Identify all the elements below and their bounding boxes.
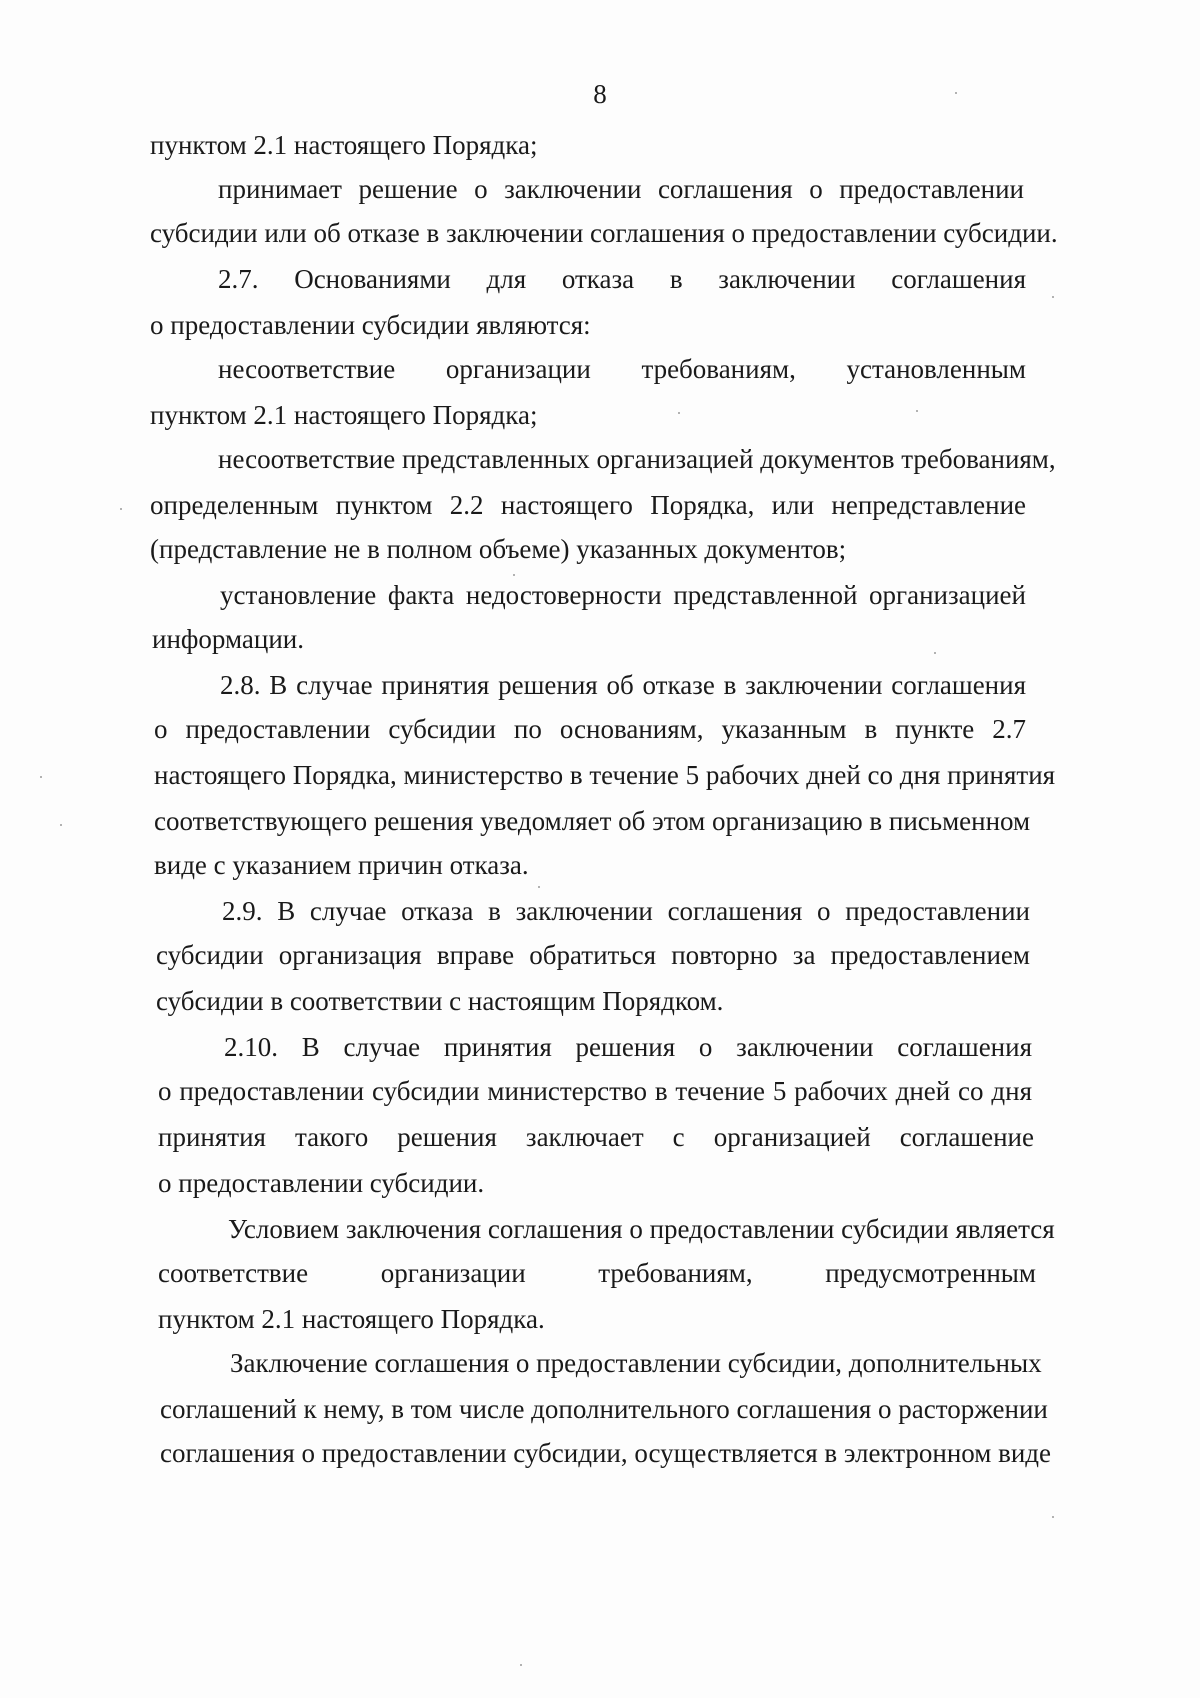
text-line: соответствующего решения уведомляет об этом организацию в письменном — [154, 806, 1031, 836]
text-line: о предоставлении субсидии. — [158, 1168, 485, 1198]
scan-speck — [60, 824, 62, 826]
scan-speck — [520, 1664, 522, 1666]
text-line: о предоставлении субсидии являются: — [150, 310, 591, 340]
scan-speck — [120, 508, 122, 510]
text-line: настоящего Порядка, министерство в течение 5 рабочих дней со дня принятия — [154, 760, 1056, 790]
text-line: о предоставлении субсидии по основаниям, указанным в пункте 2.7 — [154, 714, 1026, 744]
scan-speck — [955, 92, 957, 94]
text-line: соглашений к нему, в том числе дополнительного соглашения о расторжении — [160, 1394, 1048, 1424]
scan-speck — [1052, 1516, 1054, 1518]
text-line: 2.10. В случае принятия решения о заключении соглашения — [224, 1032, 1032, 1062]
scan-speck — [513, 574, 515, 576]
page-number: 8 — [593, 79, 607, 109]
scan-speck — [1052, 296, 1054, 298]
text-line: пунктом 2.1 настоящего Порядка. — [158, 1304, 545, 1334]
text-line: 2.7. Основаниями для отказа в заключении соглашения — [218, 264, 1026, 294]
scan-speck — [916, 410, 918, 412]
text-line: установление факта недостоверности представленной организацией — [220, 580, 1026, 610]
text-line: соответствие организации требованиям, предусмотренным — [158, 1258, 1036, 1288]
text-line: Заключение соглашения о предоставлении субсидии, дополнительных — [230, 1348, 1042, 1378]
text-line: информации. — [152, 624, 304, 654]
text-line: определенным пунктом 2.2 настоящего Порядка, или непредставление — [150, 490, 1026, 520]
text-line: субсидии организация вправе обратиться повторно за предоставлением — [156, 940, 1030, 970]
text-line: (представление не в полном объеме) указанных документов; — [150, 534, 847, 564]
text-line: принимает решение о заключении соглашения о предоставлении — [218, 174, 1024, 204]
text-line: несоответствие представленных организацией документов требованиям, — [218, 444, 1056, 474]
text-line: субсидии или об отказе в заключении соглашения о предоставлении субсидии. — [150, 218, 1058, 248]
text-line: соглашения о предоставлении субсидии, осуществляется в электронном виде — [160, 1438, 1052, 1468]
text-line: субсидии в соответствии с настоящим Порядком. — [156, 986, 724, 1016]
text-line: 2.9. В случае отказа в заключении соглашения о предоставлении — [222, 896, 1030, 926]
text-line: Условием заключения соглашения о предоставлении субсидии является — [228, 1214, 1055, 1244]
text-line: несоответствие организации требованиям, установленным — [218, 354, 1026, 384]
text-line: пунктом 2.1 настоящего Порядка; — [150, 130, 538, 160]
scan-speck — [40, 776, 42, 778]
scan-speck — [934, 652, 936, 654]
scan-speck — [538, 886, 540, 888]
text-line: виде с указанием причин отказа. — [154, 850, 529, 880]
text-line: принятия такого решения заключает с организацией соглашение — [158, 1122, 1034, 1152]
text-line: о предоставлении субсидии министерство в течение 5 рабочих дней со дня — [158, 1076, 1032, 1106]
text-line: пунктом 2.1 настоящего Порядка; — [150, 400, 538, 430]
text-line: 2.8. В случае принятия решения об отказе в заключении соглашения — [220, 670, 1026, 700]
scan-speck — [678, 412, 680, 414]
